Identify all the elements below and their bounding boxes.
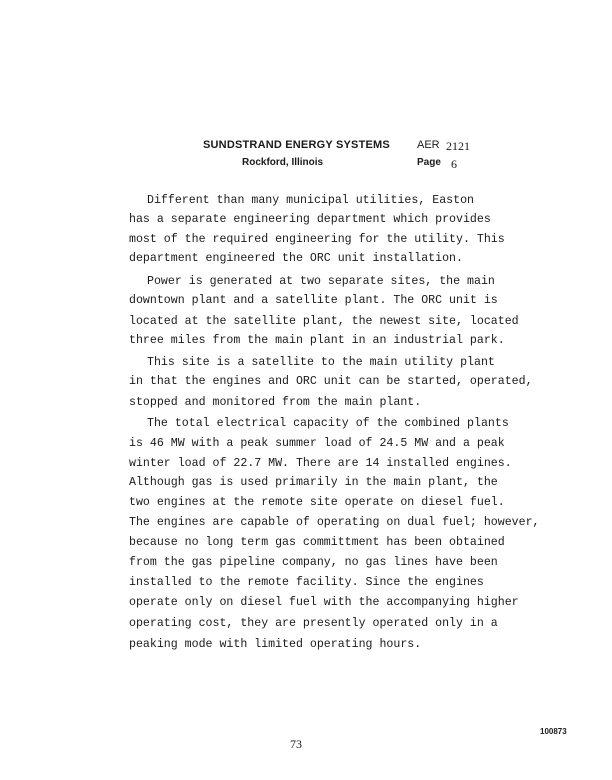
body-line: Different than many municipal utilities, Easton: [147, 194, 474, 207]
body-line: is 46 MW with a peak summer load of 24.5 MW and a peak: [129, 437, 505, 450]
body-line: downtown plant and a satellite plant. The ORC unit is: [129, 294, 498, 307]
header-page-number: 6: [451, 157, 457, 171]
body-line: because no long term gas committment has been obtained: [129, 536, 505, 549]
body-line: two engines at the remote site operate on diesel fuel.: [129, 496, 505, 509]
body-line: located at the satellite plant, the newest site, located: [129, 315, 519, 328]
body-line: three miles from the main plant in an industrial park.: [129, 334, 505, 347]
header-company: SUNDSTRAND ENERGY SYSTEMS: [203, 139, 390, 151]
body-line: from the gas pipeline company, no gas lines have been: [129, 556, 498, 569]
body-line: installed to the remote facility. Since the engines: [129, 576, 484, 589]
body-line: peaking mode with limited operating hours.: [129, 638, 422, 651]
doc-code: 100873: [540, 727, 567, 736]
body-line: Although gas is used primarily in the main plant, the: [129, 476, 498, 489]
body-line: has a separate engineering department which provides: [129, 213, 491, 226]
body-line: winter load of 22.7 MW. There are 14 installed engines.: [129, 457, 512, 470]
body-line: operate only on diesel fuel with the accompanying higher: [129, 596, 519, 609]
body-line: department engineered the ORC unit installation.: [129, 252, 463, 265]
body-line: The engines are capable of operating on dual fuel; however,: [129, 516, 540, 529]
body-line: operating cost, they are presently operated only in a: [129, 617, 498, 630]
header-page-label: Page: [417, 157, 441, 168]
body-line: in that the engines and ORC unit can be started, operated,: [129, 375, 533, 388]
header-aer-label: AER: [417, 139, 440, 151]
header-location: Rockford, Illinois: [242, 157, 324, 168]
header-aer-number: 2121: [446, 139, 470, 153]
body-line: Power is generated at two separate sites, the main: [147, 275, 495, 288]
body-line: The total electrical capacity of the combined plants: [147, 417, 509, 430]
body-line: This site is a satellite to the main utility plant: [147, 356, 495, 369]
page-number: 73: [290, 737, 302, 751]
body-line: most of the required engineering for the utility. This: [129, 233, 505, 246]
body-line: stopped and monitored from the main plant.: [129, 396, 422, 409]
